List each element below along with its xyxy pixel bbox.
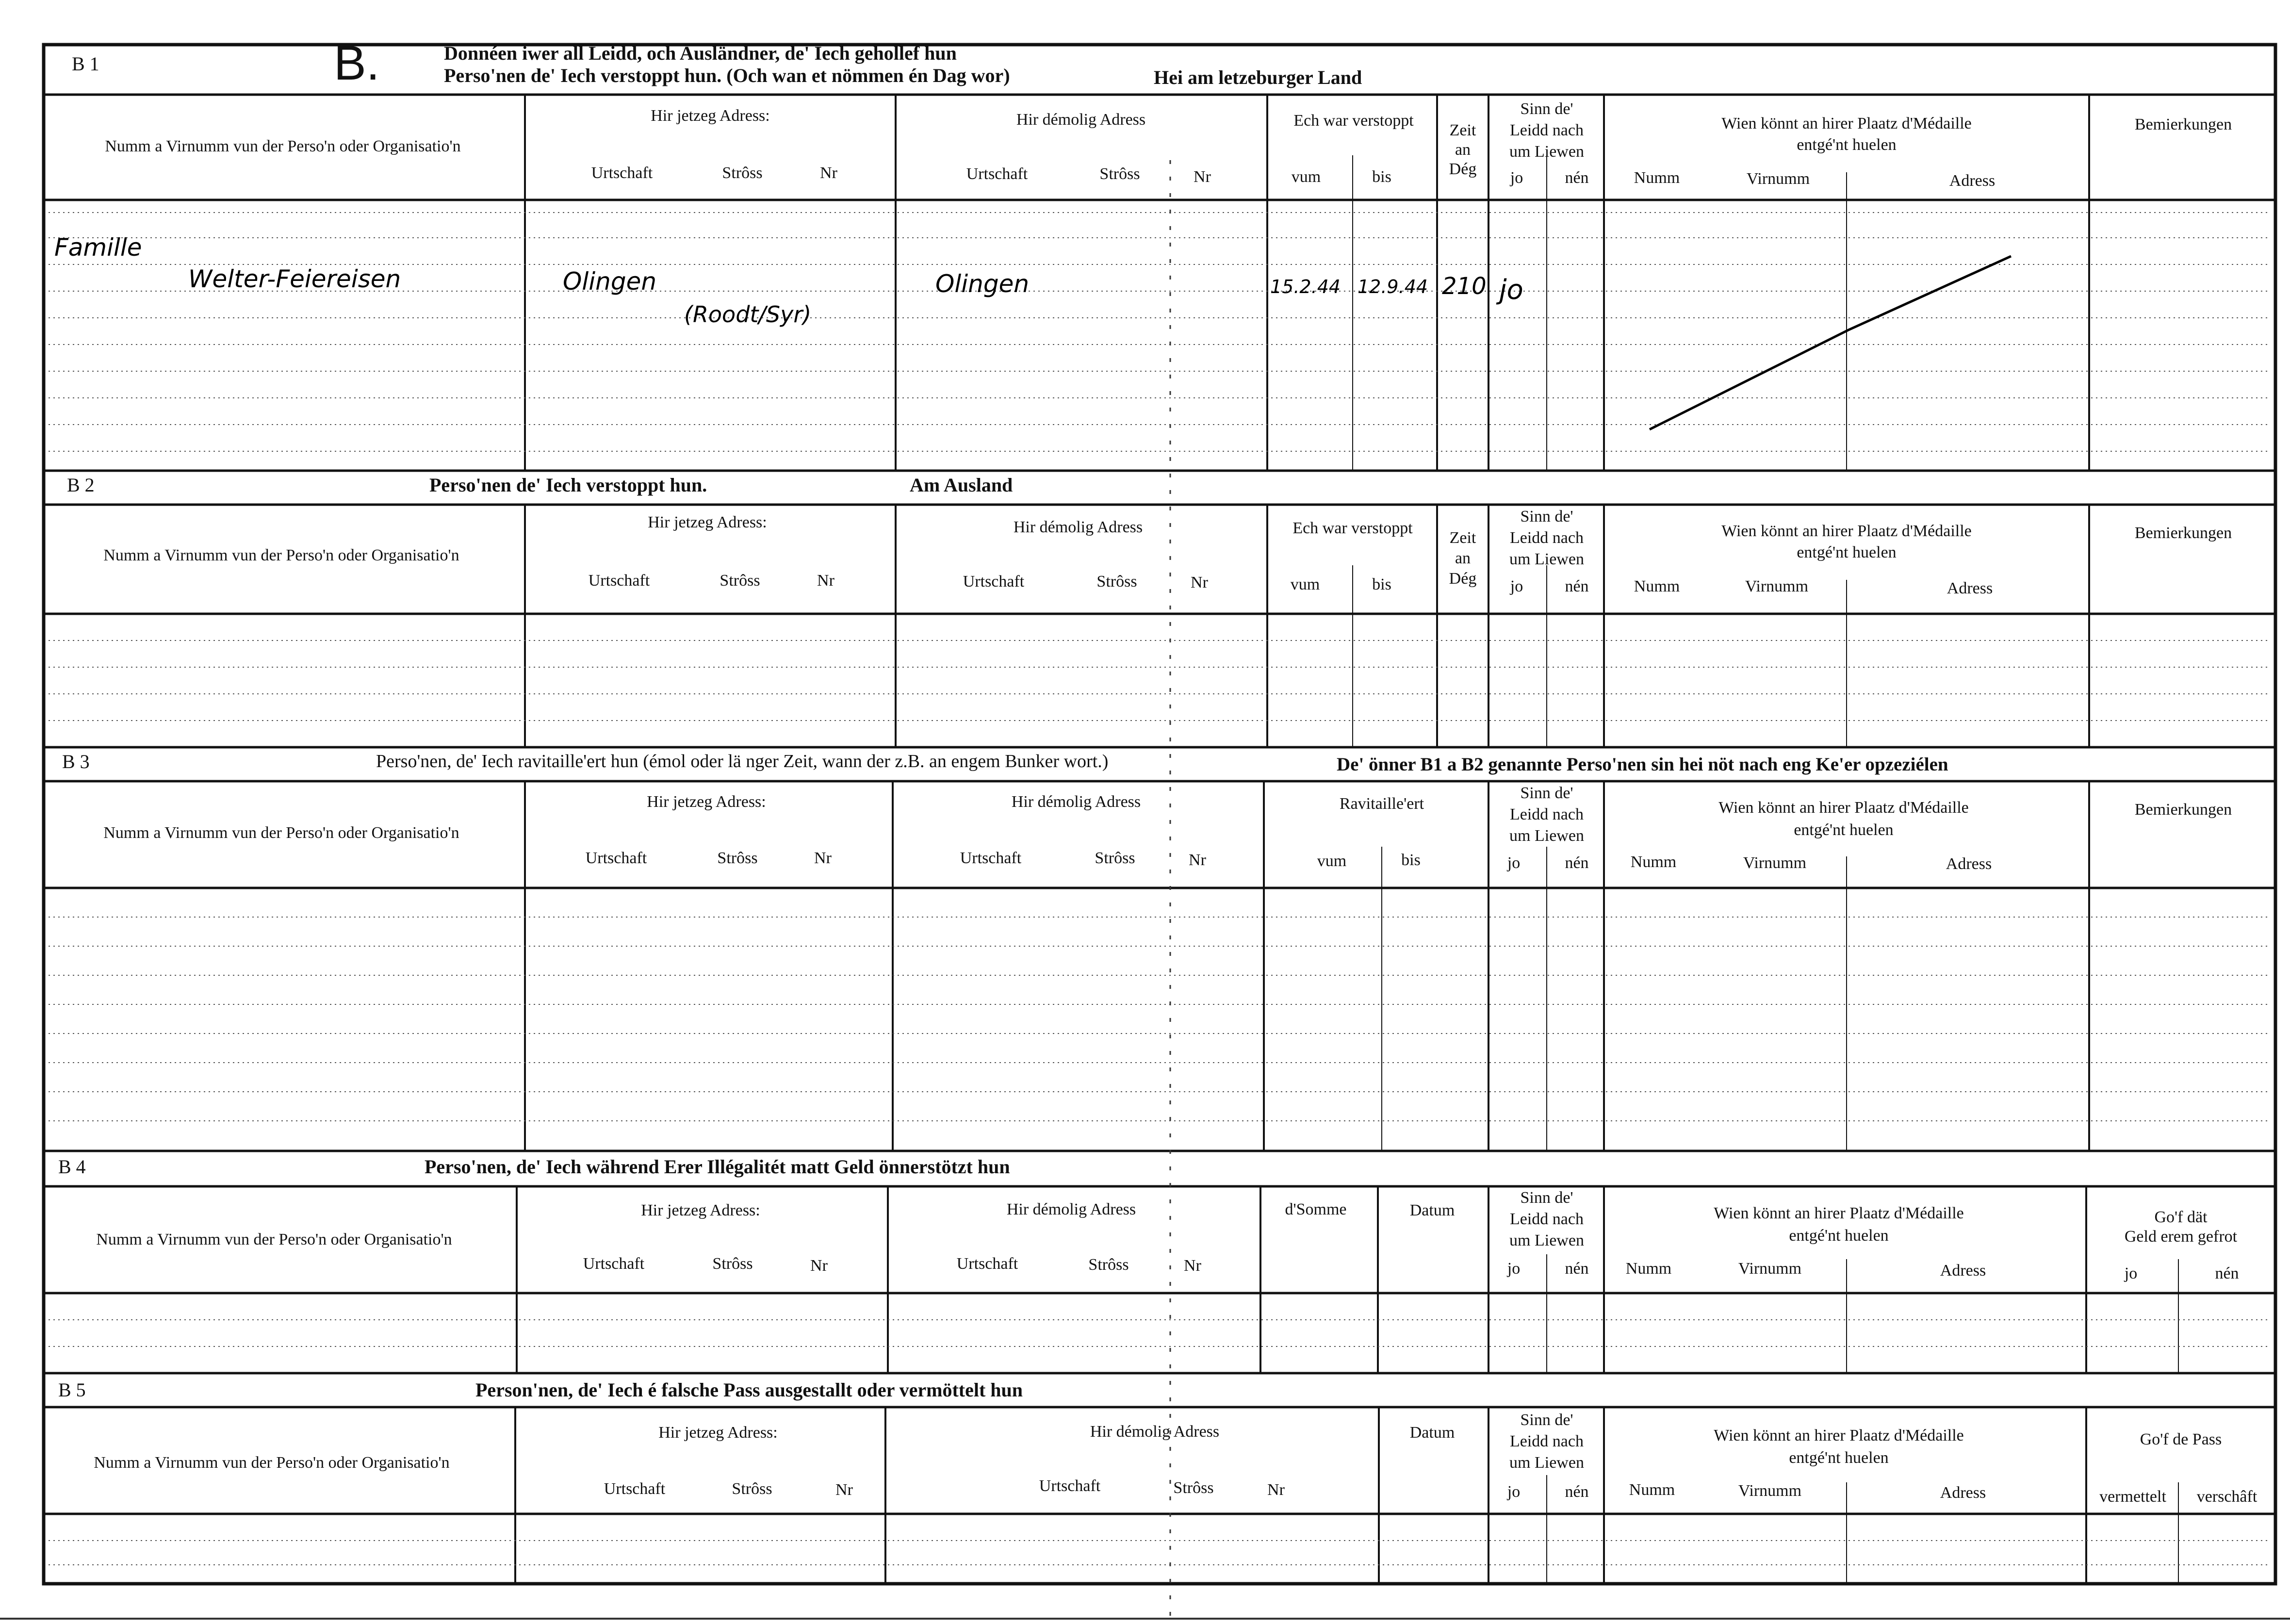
b5-header-medal1: Wien könnt an hirer Plaatz d'Médaille: [1714, 1427, 1964, 1444]
b1-header-hidden: Ech war verstoppt: [1293, 112, 1414, 130]
entry-name-line1: Famille: [54, 233, 142, 262]
section-b1-title-line1: Donnéen iwer all Leidd, och Ausländner, de' Iech gehollef hun: [444, 42, 957, 64]
b5-header-datum: Datum: [1409, 1424, 1455, 1442]
b1-header-leidd-nach: Leidd nach: [1510, 121, 1584, 139]
b4-header-nen: nén: [1565, 1260, 1589, 1278]
b2-header-remarks: Bemierkungen: [2134, 524, 2232, 542]
b4-header-stross: Strôss: [712, 1255, 753, 1273]
b5-header-virnumm: Virnumm: [1738, 1482, 1802, 1500]
b2-header-former-urtschaft: Urtschaft: [963, 573, 1025, 591]
b2-header-zeit: Zeit: [1449, 529, 1476, 547]
entry-days: 210: [1442, 273, 1487, 300]
b5-header-stross: Strôss: [732, 1480, 772, 1498]
section-b2-id: B 2: [67, 474, 95, 496]
b3-header-virnumm: Virnumm: [1743, 854, 1807, 872]
b3-header-numm: Numm: [1630, 853, 1677, 871]
b1-header-an: an: [1455, 141, 1471, 159]
entry-name-line2: Welter-Feiereisen: [188, 265, 401, 293]
b3-header-medal2: entgé'nt huelen: [1794, 821, 1894, 839]
b4-header-medal1: Wien könnt an hirer Plaatz d'Médaille: [1714, 1204, 1964, 1222]
b3-header-sinn: Sinn de': [1520, 784, 1573, 802]
b5-header-um-liewen: um Liewen: [1509, 1454, 1584, 1472]
b1-header-numm: Numm: [1634, 169, 1680, 187]
b4-header-virnumm: Virnumm: [1738, 1260, 1802, 1278]
b1-header-bis: bis: [1372, 168, 1391, 186]
section-letter: B.: [334, 36, 380, 90]
b2-header-adress: Adress: [1946, 579, 1993, 597]
section-b4-id: B 4: [58, 1156, 86, 1178]
b1-header-jo: jo: [1510, 169, 1523, 187]
b3-header-bis: bis: [1401, 851, 1421, 869]
b1-header-sinn: Sinn de': [1520, 100, 1573, 118]
b2-header-leidd-nach: Leidd nach: [1510, 529, 1584, 547]
b3-header-leidd-nach: Leidd nach: [1510, 805, 1584, 823]
b1-header-urtschaft: Urtschaft: [591, 164, 653, 182]
entry-from: 15.2.44: [1270, 276, 1341, 297]
b5-header-jo: jo: [1507, 1483, 1521, 1501]
b2-header-stross: Strôss: [720, 572, 760, 590]
b3-header-remarks: Bemierkungen: [2134, 801, 2232, 819]
b5-header-leidd-nach: Leidd nach: [1510, 1432, 1584, 1450]
b2-header-current-address: Hir jetzeg Adress:: [648, 513, 767, 531]
b1-header-medal1: Wien könnt an hirer Plaatz d'Médaille: [1721, 115, 1972, 132]
b3-header-name: Numm a Virnumm vun der Perso'n oder Organisatio'n: [103, 824, 459, 842]
b2-header-um-liewen: um Liewen: [1509, 550, 1584, 568]
b1-header-nen: nén: [1565, 169, 1589, 187]
b2-header-urtschaft: Urtschaft: [588, 572, 650, 590]
section-b2-title: Perso'nen de' Iech verstoppt hun.: [429, 474, 707, 496]
b5-header-name: Numm a Virnumm vun der Perso'n oder Organisatio'n: [94, 1454, 450, 1472]
b2-header-former-stross: Strôss: [1096, 573, 1137, 591]
b2-header-former-address: Hir démolig Adress: [1013, 518, 1143, 536]
section-b3-id: B 3: [62, 751, 90, 772]
b3-header-vum: vum: [1317, 852, 1347, 870]
entry-current-street: (Roodt/Syr): [684, 301, 812, 328]
b1-header-current-address: Hir jetzeg Adress:: [651, 107, 770, 125]
section-b2-title-extra: Am Ausland: [910, 474, 1013, 496]
b1-header-virnumm: Virnumm: [1746, 170, 1810, 188]
b5-header-adress: Adress: [1940, 1484, 1986, 1502]
b1-header-adress: Adress: [1949, 172, 1996, 190]
b2-header-bis: bis: [1372, 575, 1391, 593]
section-b5-title: Person'nen, de' Iech é falsche Pass ausgestallt oder vermöttelt hun: [475, 1379, 1023, 1401]
section-b1-title-extra: Hei am letzeburger Land: [1154, 66, 1362, 88]
b1-header-former-urtschaft: Urtschaft: [966, 165, 1028, 183]
b3-header-former-urtschaft: Urtschaft: [960, 849, 1022, 867]
b1-header-remarks: Bemierkungen: [2134, 115, 2232, 133]
b5-header-medal2: entgé'nt huelen: [1789, 1449, 1889, 1467]
b1-header-zeit: Zeit: [1449, 121, 1476, 139]
b1-header-stross: Strôss: [722, 164, 763, 182]
section-b1-title-line2: Perso'nen de' Iech verstoppt hun. (Och wan et nömmen én Dag wor): [444, 65, 1010, 86]
b4-header-um-liewen: um Liewen: [1509, 1231, 1584, 1249]
b3-header-jo: jo: [1507, 854, 1521, 872]
b4-header-former-address: Hir démolig Adress: [1006, 1200, 1136, 1218]
b1-header-vum: vum: [1291, 168, 1321, 186]
b5-header-former-nr: Nr: [1267, 1481, 1285, 1499]
b5-header-verschaft: verschâft: [2196, 1488, 2257, 1506]
b4-header-medal2: entgé'nt huelen: [1789, 1227, 1889, 1245]
b4-header-nen-gift: nén: [2215, 1264, 2239, 1282]
b4-header-jo: jo: [1507, 1260, 1521, 1278]
entry-former-town: Olingen: [935, 270, 1030, 298]
b4-header-current-address: Hir jetzeg Adress:: [641, 1201, 760, 1219]
b1-header-medal2: entgé'nt huelen: [1797, 136, 1897, 154]
b3-header-nen: nén: [1565, 854, 1589, 872]
strike-line: [1650, 256, 2011, 429]
b3-header-adress: Adress: [1946, 855, 1992, 873]
b4-header-gift2: Geld erem gefrot: [2124, 1228, 2238, 1246]
b5-header-nr: Nr: [835, 1481, 853, 1499]
b3-header-former-nr: Nr: [1189, 851, 1206, 869]
b3-header-former-address: Hir démolig Adress: [1011, 793, 1141, 811]
b4-header-somme: d'Somme: [1285, 1200, 1347, 1218]
b4-header-numm: Numm: [1625, 1260, 1672, 1278]
b1-header-former-stross: Strôss: [1099, 165, 1140, 183]
section-b3-title-extra: De' önner B1 a B2 genannte Perso'nen sin hei nöt nach eng Ke'er opzeziélen: [1337, 754, 1948, 775]
b4-header-gift1: Go'f dät: [2154, 1208, 2208, 1226]
b1-header-former-address: Hir démolig Adress: [1016, 111, 1146, 129]
b4-header-former-stross: Strôss: [1088, 1256, 1129, 1274]
b4-header-leidd-nach: Leidd nach: [1510, 1210, 1584, 1228]
b5-header-vermettelt: vermettelt: [2099, 1488, 2166, 1506]
section-b5-id: B 5: [58, 1379, 86, 1401]
b3-header-urtschaft: Urtschaft: [585, 849, 647, 867]
b2-header-sinn: Sinn de': [1520, 508, 1573, 525]
b2-header-name: Numm a Virnumm vun der Perso'n oder Organisatio'n: [103, 546, 459, 564]
b2-header-virnumm: Virnumm: [1745, 577, 1809, 595]
b5-header-nen: nén: [1565, 1483, 1589, 1501]
b5-header-former-address: Hir démolig Adress: [1090, 1423, 1220, 1441]
b5-header-urtschaft: Urtschaft: [604, 1480, 666, 1498]
b1-header-name: Numm a Virnumm vun der Perso'n oder Organisatio'n: [105, 137, 461, 155]
b3-header-um-liewen: um Liewen: [1509, 827, 1584, 845]
b4-header-adress: Adress: [1940, 1262, 1986, 1280]
section-b4-title: Perso'nen, de' Iech während Erer Illégalitét matt Geld önnerstötzt hun: [425, 1156, 1010, 1178]
b5-header-pass: Go'f de Pass: [2140, 1430, 2222, 1448]
b3-header-former-stross: Strôss: [1095, 849, 1135, 867]
b4-header-urtschaft: Urtschaft: [583, 1255, 645, 1273]
b3-header-medal1: Wien könnt an hirer Plaatz d'Médaille: [1718, 799, 1969, 817]
b1-header-former-nr: Nr: [1194, 168, 1211, 186]
b2-header-vum: vum: [1290, 575, 1320, 593]
b2-header-numm: Numm: [1634, 577, 1680, 595]
section-b1-id: B 1: [72, 53, 99, 75]
b5-header-former-stross: Strôss: [1173, 1479, 1214, 1497]
entry-alive: jo: [1499, 274, 1523, 306]
b2-header-hidden: Ech war verstoppt: [1292, 519, 1413, 537]
b1-header-um-liewen: um Liewen: [1509, 143, 1584, 161]
b4-header-jo-gift: jo: [2124, 1264, 2138, 1282]
b4-header-name: Numm a Virnumm vun der Perso'n oder Organisatio'n: [96, 1230, 452, 1248]
b3-header-stross: Strôss: [717, 849, 758, 867]
b2-header-former-nr: Nr: [1191, 574, 1208, 591]
b4-header-nr: Nr: [810, 1257, 828, 1275]
b3-header-current-address: Hir jetzeg Adress:: [647, 793, 766, 811]
b2-header-medal2: entgé'nt huelen: [1797, 543, 1897, 561]
b2-header-an: an: [1455, 549, 1471, 567]
b4-header-former-urtschaft: Urtschaft: [956, 1255, 1018, 1273]
b3-header-nr: Nr: [814, 849, 832, 867]
b1-header-deg: Dég: [1449, 160, 1477, 178]
b5-header-former-urtschaft: Urtschaft: [1039, 1477, 1101, 1495]
b5-header-sinn: Sinn de': [1520, 1411, 1573, 1429]
b2-header-nen: nén: [1565, 577, 1589, 595]
entry-to: 12.9.44: [1358, 276, 1428, 297]
b2-header-jo: jo: [1510, 577, 1523, 595]
b4-header-sinn: Sinn de': [1520, 1189, 1573, 1207]
b5-header-numm: Numm: [1629, 1481, 1675, 1499]
entry-current-town: Olingen: [563, 267, 657, 295]
b2-header-medal1: Wien könnt an hirer Plaatz d'Médaille: [1721, 522, 1972, 540]
section-b3-title: Perso'nen, de' Iech ravitaille'ert hun (émol oder lä nger Zeit, wann der z.B. an engem Bunker wort.): [376, 751, 1109, 771]
b2-header-deg: Dég: [1449, 570, 1477, 588]
b2-header-nr: Nr: [817, 572, 834, 590]
b1-header-nr: Nr: [820, 164, 837, 182]
b4-header-datum: Datum: [1409, 1201, 1455, 1219]
b5-header-current-address: Hir jetzeg Adress:: [658, 1424, 778, 1442]
b3-header-ravitaille: Ravitaille'ert: [1339, 795, 1424, 813]
b4-header-former-nr: Nr: [1184, 1257, 1201, 1275]
